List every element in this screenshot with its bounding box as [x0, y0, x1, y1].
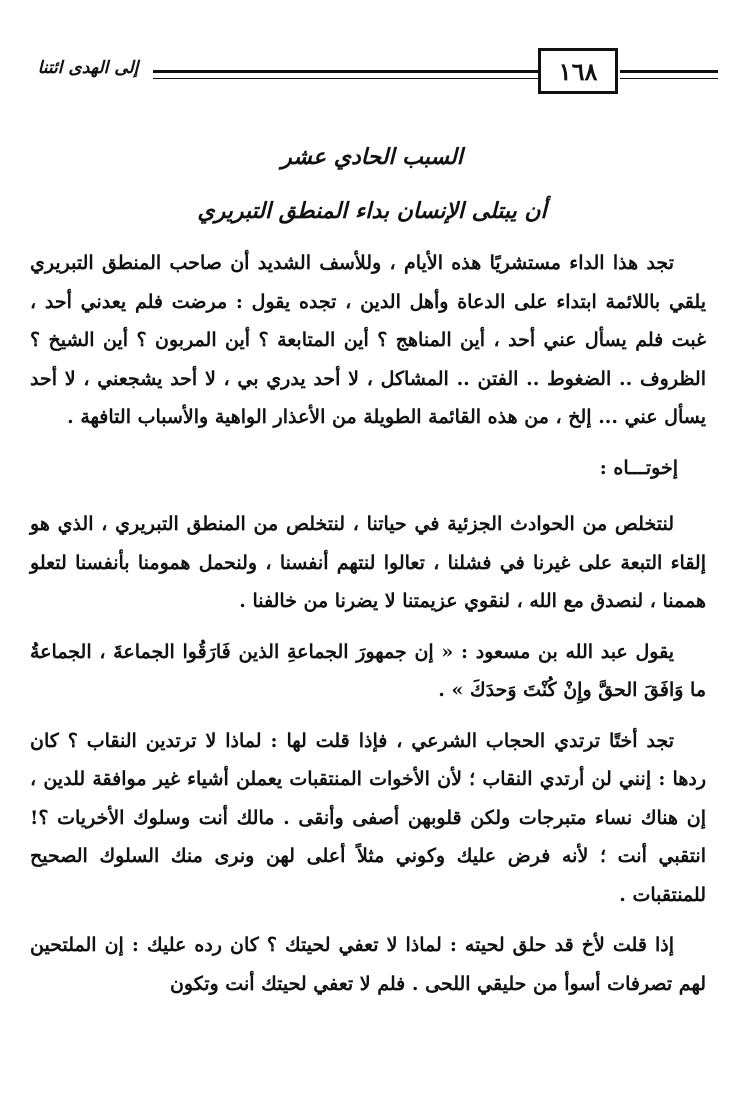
header-rule-thin: [153, 78, 538, 79]
header-rule-right-thick: [620, 70, 718, 73]
header-rule-right-thin: [620, 78, 718, 79]
running-title: إلى الهدى ائتنا: [37, 58, 139, 78]
paragraph-quote: يقول عبد الله بن مسعود : « إن جمهورَ الجماعةِ الذين فَارَقُوا الجماعةَ ، الجماعةُ ما وَافَقَ الحقَّ وإِنْ كُنْتَ وَحدَكَ » .: [30, 640, 706, 701]
paragraph-exhortation: لنتخلص من الحوادث الجزئية في حياتنا ، لنتخلص من المنطق التبريري ، الذي هو إلقاء التبعة على غيرنا في فشلنا ، تعالوا لنتهم أنفسنا ، ولنحمل همومنا بأنفسنا لتعلو هممنا ، لنصدق مع الله ، لنقوي عزيمتنا لا يضرنا من خالفنا .: [30, 513, 706, 612]
header-rule-thick: [153, 70, 538, 73]
chapter-title: السبب الحادي عشر: [281, 144, 463, 170]
paragraph-intro: تجد هذا الداء مستشريًا هذه الأيام ، وللأسف الشديد أن صاحب المنطق التبريري يلقي باللائمة ابتداء على الدعاة وأهل الدين ، تجده يقول : مرضت فلم يعدني أحد ، غبت فلم يسأل عني أحد ، أين المناهج ؟ أين المتابعة ؟ أين المربون ؟ أين الشيخ ؟ الظروف .. الضغوط .. الفتن .. المشاكل ، لا أحد يدري بي ، لا أحد يشجعني ، لا أحد يسأل عني ... إلخ ، من هذه القائمة الطويلة من الأعذار الواهية والأسباب التافهة .: [30, 252, 706, 428]
page-number: ١٦٨: [538, 48, 618, 94]
page-header: [28, 48, 718, 104]
paragraph-address: إخوتـــاه :: [599, 456, 678, 479]
body-text: [30, 244, 706, 1011]
paragraph-hijab: تجد أختًا ترتدي الحجاب الشرعي ، فإذا قلت لها : لماذا لا ترتدين النقاب ؟ كان ردها : إنني لن أرتدي النقاب ؛ لأن الأخوات المنتقبات يعملن أشياء غير موافقة للدين ، إن هناك نساء متبرجات ولكن قلوبهن أصفى وأنقى . مالك أنت وسلوك الأخريات ؟! انتقبي أنت ؛ لأنه فرض عليك وكوني مثلاً أعلى لهن ونرى منك السلوك الصحيح للمنتقبات .: [30, 729, 706, 906]
chapter-subtitle: أن يبتلى الإنسان بداء المنطق التبريري: [197, 198, 547, 224]
paragraph-beard: إذا قلت لأخ قد حلق لحيته : لماذا لا تعفي لحيتك ؟ كان رده عليك : إن الملتحين لهم تصرفات أسوأ من حليقي اللحى . فلم لا تعفي لحيتك أنت وتكون: [30, 934, 706, 995]
